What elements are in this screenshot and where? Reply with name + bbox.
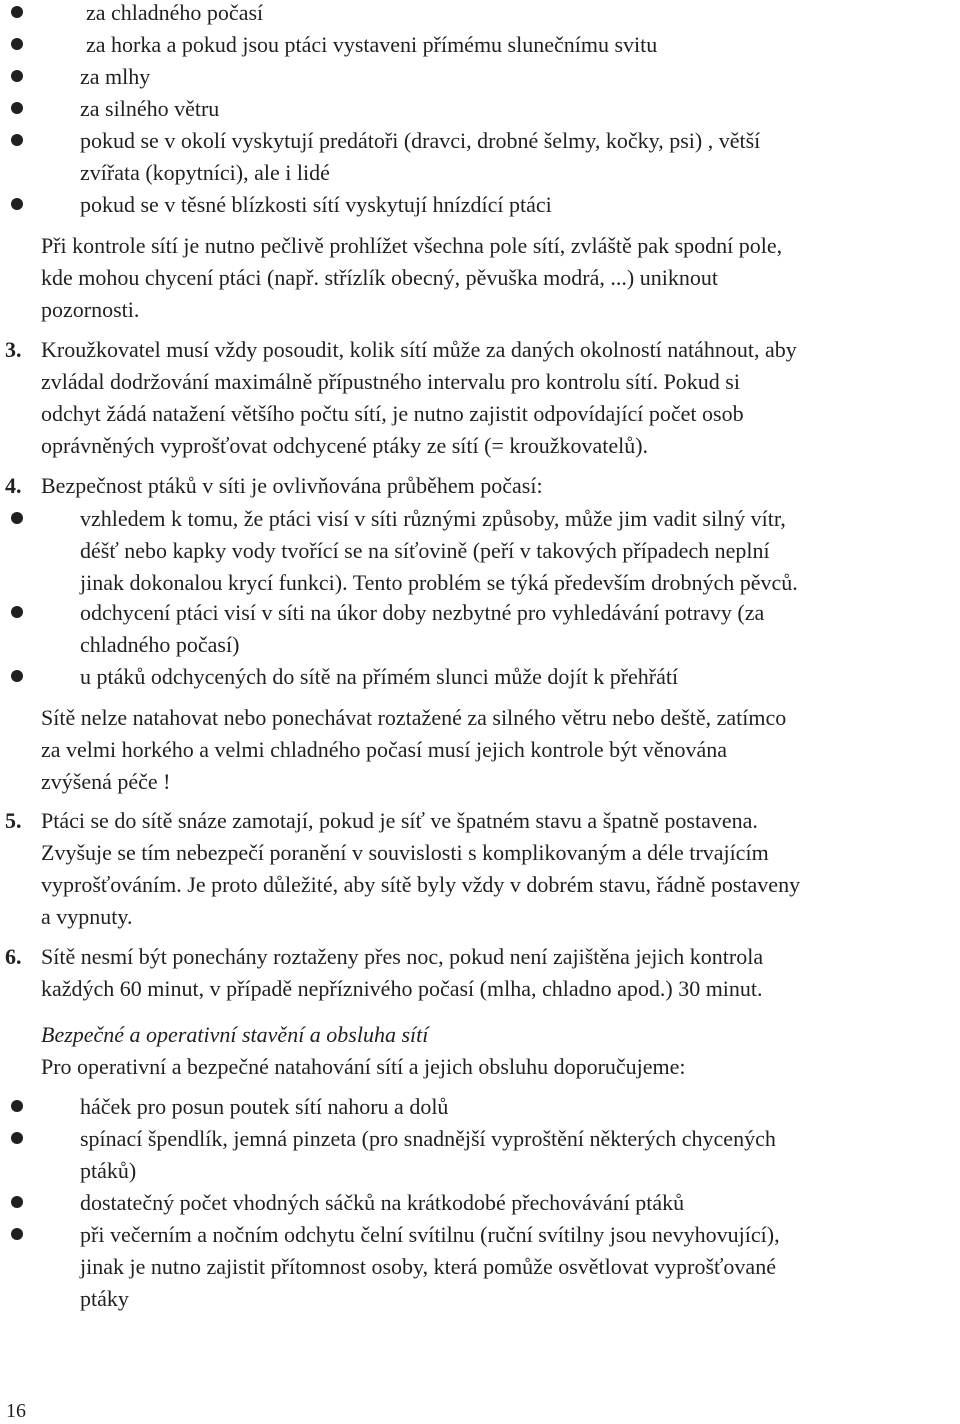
paragraph-line: Sítě nesmí být ponechány roztaženy přes noc, pokud není zajištěna jejich kontrola xyxy=(41,944,764,969)
paragraph-line: Při kontrole sítí je nutno pečlivě prohlížet všechna pole sítí, zvláště pak spodní pole, xyxy=(41,233,783,258)
bullet-marker xyxy=(11,512,23,524)
list-item: pokud se v těsné blízkosti sítí vyskytují hnízdící ptáci xyxy=(80,192,552,217)
paragraph-line: zvládal dodržování maximálně přípustného intervalu pro kontrolu sítí. Pokud si xyxy=(41,369,740,394)
section-number: 6. xyxy=(5,944,22,969)
bullet-marker xyxy=(11,1100,23,1112)
list-item: háček pro posun poutek sítí nahoru a dolů xyxy=(80,1094,449,1119)
list-item: za chladného počasí xyxy=(86,0,264,25)
list-item: dostatečný počet vhodných sáčků na krátkodobé přechovávání ptáků xyxy=(80,1190,685,1215)
note-line: za velmi horkého a velmi chladného počasí musí jejich kontrole být věnována xyxy=(41,737,728,762)
paragraph-line: Pro operativní a bezpečné natahování sítí a jejich obsluhu doporučujeme: xyxy=(41,1054,686,1079)
paragraph-line: a vypnuty. xyxy=(41,904,133,929)
list-item: za silného větru xyxy=(80,96,220,121)
list-item: při večerním a nočním odchytu čelní svítilnu (ruční svítilny jsou nevyhovující), xyxy=(80,1222,780,1247)
paragraph-line: vyprošťováním. Je proto důležité, aby sítě byly vždy v dobrém stavu, řádně postaveny xyxy=(41,872,801,897)
paragraph-line: Ptáci se do sítě snáze zamotají, pokud je síť ve špatném stavu a špatně postavena. xyxy=(41,808,758,833)
list-item-continuation: déšť nebo kapky vody tvořící se na síťovině (peří v takových případech neplní xyxy=(80,538,770,563)
paragraph-line: Zvyšuje se tím nebezpečí poranění v souvislosti s komplikovaným a déle trvajícím xyxy=(41,840,769,865)
paragraph-line: každých 60 minut, v případě nepříznivého počasí (mlha, chladno apod.) 30 minut. xyxy=(41,976,763,1001)
bullet-marker xyxy=(11,102,23,114)
list-item: odchycení ptáci visí v síti na úkor doby nezbytné pro vyhledávání potravy (za xyxy=(80,600,765,625)
paragraph-line: pozornosti. xyxy=(41,297,140,322)
list-item-continuation: ptáky xyxy=(80,1286,129,1311)
bullet-marker xyxy=(11,670,23,682)
list-item-continuation: ptáků) xyxy=(80,1158,137,1183)
paragraph-line: Kroužkovatel musí vždy posoudit, kolik sítí může za daných okolností natáhnout, aby xyxy=(41,337,797,362)
list-item: za horka a pokud jsou ptáci vystaveni přímému slunečnímu svitu xyxy=(86,32,658,57)
bullet-marker xyxy=(11,38,23,50)
paragraph-line: oprávněných vyprošťovat odchycené ptáky ze sítí (= kroužkovatelů). xyxy=(41,433,649,458)
section-number: 4. xyxy=(5,473,22,498)
bullet-marker xyxy=(11,1228,23,1240)
section-number: 5. xyxy=(5,808,22,833)
bullet-marker xyxy=(11,1132,23,1144)
paragraph-line: kde mohou chycení ptáci (např. střízlík obecný, pěvuška modrá, ...) uniknout xyxy=(41,265,718,290)
list-item: vzhledem k tomu, že ptáci visí v síti různými způsoby, může jim vadit silný vítr, xyxy=(80,506,786,531)
list-item: spínací špendlík, jemná pinzeta (pro snadnější vyproštění některých chycených xyxy=(80,1126,776,1151)
page-number: 16 xyxy=(6,1400,26,1422)
paragraph-line: odchyt žádá natažení většího počtu sítí, je nutno zajistit odpovídající počet osob xyxy=(41,401,744,426)
list-item-continuation: zvířata (kopytníci), ale i lidé xyxy=(80,160,330,185)
list-item-continuation: jinak dokonalou krycí funkci). Tento problém se týká především drobných pěvců. xyxy=(80,570,798,595)
list-item-continuation: jinak je nutno zajistit přítomnost osoby, která pomůže osvětlovat vyprošťované xyxy=(80,1254,776,1279)
note-line: Sítě nelze natahovat nebo ponechávat roztažené za silného větru nebo deště, zatímco xyxy=(41,705,787,730)
paragraph-line: Bezpečnost ptáků v síti je ovlivňována průběhem počasí: xyxy=(41,473,543,498)
list-item: za mlhy xyxy=(80,64,151,89)
section-heading: Bezpečné a operativní stavění a obsluha sítí xyxy=(41,1022,429,1047)
bullet-marker xyxy=(11,1196,23,1208)
bullet-marker xyxy=(11,606,23,618)
bullet-marker xyxy=(11,70,23,82)
section-number: 3. xyxy=(5,337,22,362)
bullet-marker xyxy=(11,134,23,146)
bullet-marker xyxy=(11,198,23,210)
list-item: pokud se v okolí vyskytují predátoři (dravci, drobné šelmy, kočky, psi) , větší xyxy=(80,128,761,153)
list-item-continuation: chladného počasí) xyxy=(80,632,240,657)
list-item: u ptáků odchycených do sítě na přímém slunci může dojít k přehřátí xyxy=(80,664,679,689)
note-line: zvýšená péče ! xyxy=(41,769,171,794)
bullet-marker xyxy=(11,6,23,18)
